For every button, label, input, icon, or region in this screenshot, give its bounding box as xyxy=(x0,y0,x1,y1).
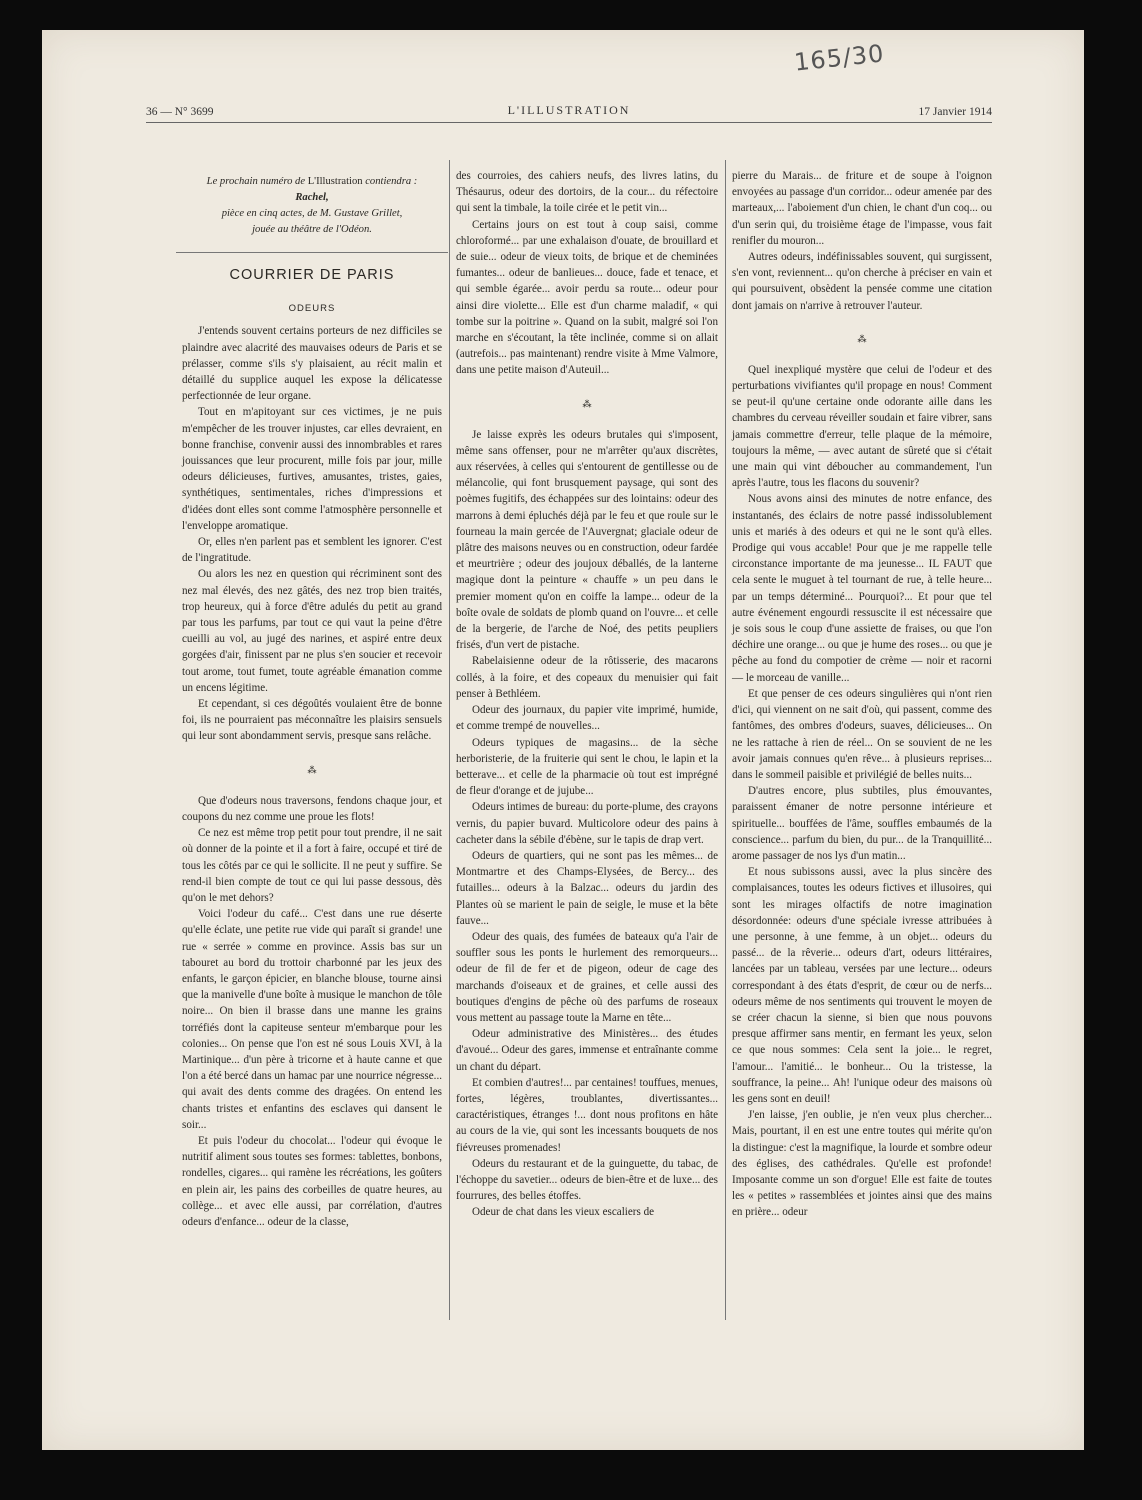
announcement-line1: Le prochain numéro de xyxy=(206,176,306,187)
announcement-rule xyxy=(176,252,448,253)
paragraph: Odeurs intimes de bureau: du porte-plume, des crayons vernis, du papier buvard. Multicolore odeur des pains à cacheter dans la sébile d'ébène, sur le tapis de drap vert. xyxy=(456,801,718,846)
paragraph: Je laisse exprès les odeurs brutales qui s'imposent, même sans offenser, pour ne m'arrêter qu'aux discrètes, aux réservées, à celles qui s'entourent de gentillesse ou de mélancolie, qui font brusquement paysage, qui sont des poèmes fugitifs, des échappées sur des lointains: odeur des marrons à demi épluchés déjà par le feu et que roule sur le fourneau la main gercée de l'Auvergnat; glaciale odeur de plâtre des maisons neuves ou en construction, odeur fardée et meurtrière ; odeur des joujoux déballés, de la lanterne magique dont la peinture « chauffe » un peu dans le premier moment qu'on en coiffe la lampe... odeur de la boîte ovale de soldats de plomb quand on l'ouvre... et celle de la bergerie, de l'arche de Noé, des petits peupliers frisés, d'un vert de pistache. xyxy=(456,428,718,652)
paragraph: Voici l'odeur du café... C'est dans une rue déserte qu'elle éclate, une petite rue vide qui paraît si grande! une rue « serrée » comme en province. Assis bas sur un tabouret au bord du trottoir charbonné par les jeux des enfants, le garçon épicier, en blanche blouse, tourne ainsi que la manivelle d'une boîte à musique le manchon de tôle noire... On bien il brasse dans une manne les grains torréfiés dont la capiteuse senteur m'embarque pour les colonies... On pense que l'on est né sous Louis XVI, à la Martinique... d'un père à tricorne et à haute canne et que l'on a été bercé dans un hamac par une nourrice négresse... qui avait des dents comme des dragées. On entend les chants tristes et enfantins des esclaves qui dansent le soir... xyxy=(182,908,442,1131)
paragraph: Autres odeurs, indéfinissables souvent, qui surgissent, s'en vont, reviennent... qu'on cherche à préciser en vain et qui poursuivent, obsèdent la pensée comme une citation dont jamais on n'arrive à retrouver l'auteur. xyxy=(732,251,992,312)
paragraph: Tout en m'apitoyant sur ces victimes, je ne puis m'empêcher de les trouver injustes, car elles devraient, en bonne franchise, convenir aussi des innombrables et rares jouissances que leur procurent, mille fois par jour, mille odeurs délicieuses, furtives, amusantes, tristes, gaies, synthétiques, sentimentales, riches d'impressions et d'idées dont elles sont comme l'atmosphère personnelle et l'enveloppe aromatique. xyxy=(182,406,442,532)
section-separator: ⁂ xyxy=(582,398,592,409)
section-separator: ⁂ xyxy=(307,764,317,775)
paragraph: Ce nez est même trop petit pour tout prendre, il ne sait où donner de la pointe et il a fort à faire, occupé et tiré de tous les côtés par ce qui le sollicite. Il ne peut y suffire. Se rend-il bien compte de tout ce qui lui passe dessous, dès qu'on le met dehors? xyxy=(182,827,442,904)
masthead: L'ILLUSTRATION xyxy=(507,103,631,117)
announcement-title: Rachel, xyxy=(295,192,329,203)
section-separator: ⁂ xyxy=(857,333,867,344)
paragraph: pierre du Marais... de friture et de soupe à l'oignon envoyées au passage d'un corridor... odeur amenée par des marteaux,... l'aboiement d'un chien, le chant d'un coq... ou d'un serin qui, du troisième étage de l'impasse, vous fait renifler du mouron... xyxy=(732,170,992,247)
paragraph: Ou alors les nez en question qui récriminent sont des nez mal élevés, des nez gâtés, des nez trop bien traités, trop heureux, qui à force d'être adulés du petit au grand par tous les parfums, par tout ce qui vaut la peine d'être cueilli au vol, au jugé des narines, et aspiré entre deux gorgées d'air, finissent par ne plus s'en soucier et recevoir tout arome, tout fumet, toute agréable émanation comme un encens légitime. xyxy=(182,568,442,694)
paragraph: Quel inexpliqué mystère que celui de l'odeur et des perturbations vivifiantes qu'il propage en nous! Comment se peut-il qu'une certaine onde odorante aille dans les chambres du cerveau réveiller soudain et faire vibrer, sans jamais commettre d'erreur, telle plaque de la mémoire, toujours la même, — avec autant de sûreté que si c'était une main qui vint déboucher au commandement, l'un après l'autre, tous les flacons du souvenir? xyxy=(732,363,992,490)
paragraph: Et cependant, si ces dégoûtés voulaient être de bonne foi, ils ne pourraient pas méconnaître les plaisirs sensuels qui leur sont abondamment servis, presque sans relâche. xyxy=(182,698,442,743)
paragraph: Odeur des journaux, du papier vite imprimé, humide, et comme trempé de nouvelles... xyxy=(456,704,718,733)
paragraph: des courroies, des cahiers neufs, des livres latins, du Thésaurus, odeur des dortoirs, de la cour... du réfectoire qui sent la timbale, la toile cirée et le petit vin... xyxy=(456,170,718,215)
issue-date: 17 Janvier 1914 xyxy=(918,106,992,118)
column-rule-2 xyxy=(725,160,726,1320)
announcement-line1-end: contiendra : xyxy=(365,176,418,187)
page-header xyxy=(146,103,992,123)
column-2 xyxy=(456,168,718,1221)
column-rule-1 xyxy=(449,160,450,1320)
paragraph: Certains jours on est tout à coup saisi, comme chloroformé... par une exhalaison d'ouate, de brouillard et de suie... odeur de vieux toits, de brique et de cheminées fumantes... odeur de banlieues... douce, fade et tenace, et qui semble égarée... avoir perdu sa route... odeur pour ainsi dire violette... Elle est d'un charme maladif, « qui tombe sur la poitrine ». Quand on la subit, malgré soi l'on marche en s'écoutant, la tête inclinée, comme si on allait (autrefois... pas maintenant) rendre visite à Mme Valmore, dans une petite maison d'Auteuil... xyxy=(456,218,718,377)
paragraph: J'entends souvent certains porteurs de nez difficiles se plaindre avec alacrité des mauvaises odeurs de Paris et se prélasser, comme s'ils s'y plaisaient, au récit malin et détaillé du supplice auquel les expose la délicatesse perfectionnée de leur organe. xyxy=(182,325,442,403)
column-3 xyxy=(732,168,992,1221)
announcement-box xyxy=(182,168,442,246)
handwritten-note: 165/30 xyxy=(792,39,886,77)
page-number: 36 — N° 3699 xyxy=(146,106,214,118)
paragraph: Or, elles n'en parlent pas et semblent les ignorer. C'est de l'ingratitude. xyxy=(182,536,442,565)
column-1 xyxy=(182,168,442,1230)
paragraph: Et combien d'autres!... par centaines! touffues, menues, fortes, légères, troublantes, divertissantes... caractéristiques, étranges !... dont nous profitons en hâte au cours de la vie, qui sont les incessants bouquets de nos fiévreuses promenades! xyxy=(456,1076,718,1154)
announcement-line2: pièce en cinq actes, de M. Gustave Grillet, xyxy=(221,208,403,219)
paragraph: Odeur de chat dans les vieux escaliers de xyxy=(472,1206,655,1219)
article-subtitle: ODEURS xyxy=(288,303,336,315)
paragraph: Et puis l'odeur du chocolat... l'odeur qui évoque le nutritif aliment sous toutes ses formes: tablettes, bonbons, rondelles, cigares... qui ramène les récréations, les goûters en plein air, les pains des corbeilles de quatre heures, au collège... et avec elle aussi, par corrélation, d'autres odeurs d'enfance... odeur de la classe, xyxy=(182,1134,442,1228)
announcement-line3: jouée au théâtre de l'Odéon. xyxy=(252,224,372,235)
paragraph: D'autres encore, plus subtiles, plus émouvantes, paraissent émaner de notre personne intérieure et spirituelle... bouffées de l'âme, souffles embaumés de la conscience... parfum du bien, du pur... de la Tranquillité... arome passager de nos lys d'un matin... xyxy=(732,785,992,862)
paragraph: Odeurs de quartiers, qui ne sont pas les mêmes... de Montmartre et des Champs-Elysées, de Bercy... des futailles... odeurs à la Balzac... odeurs du jardin des Plantes où se marient le pain de seigle, le muse et la bête fauve... xyxy=(456,849,718,927)
paragraph: Rabelaisienne odeur de la rôtisserie, des macarons collés, à la foire, et des copeaux du menuisier qui fait penser à Bethléem. xyxy=(456,655,718,700)
paragraph: Nous avons ainsi des minutes de notre enfance, des instantanés, des éclairs de notre passé indissolublement unis et mariés à des odeurs et qui ne le sont qu'à elles. Prodige qui vous accable! Pour que je me rappelle telle circonstance importante de ma jeunesse... IL FAUT que cela sente le muguet à tel tournant de rue, à telle heure... par un temps déterminé... Pourquoi?... Et pour que tel autre événement engourdi ressuscite il est nécessaire que je sois sous le coup d'une assiette de fraises, ou que l'on déchire une orange... ou que je hume des roses... ou que je pêche au fond du compotier de crème — noir et racorni — le morceau de vanille... xyxy=(732,493,992,684)
announcement-magazine: L'Illustration xyxy=(307,176,363,187)
paragraph: Odeurs typiques de magasins... de la sèche herboristerie, de la fruiterie qui sent le chou, le lapin et la betterave... et celle de la pharmacie où tout est imprégné de fleur d'orange et de jujube... xyxy=(456,736,718,798)
paragraph: Odeur des quais, des fumées de bateaux qu'a l'air de souffler sous les ponts le hurlement des remorqueurs... odeur de fil de fer et de pigeon, odeur de cage des marchands d'oiseaux et de graines, et celle aussi des boutiques d'engins de pêche où des parfums de roseaux vous mettent au passage toute la Marne en tête... xyxy=(456,930,718,1024)
article-title: COURRIER DE PARIS xyxy=(229,267,395,283)
paragraph: J'en laisse, j'en oublie, je n'en veux plus chercher... Mais, pourtant, il en est une entre toutes qui mérite qu'on la distingue: c'est la magnifique, la lourde et sombre odeur des églises, des cathédrales. Qu'elle est profonde! Imposante comme un son d'orgue! Elle est faite de toutes les « petites » rassemblées et jointes ainsi que des mains en prière... odeur xyxy=(732,1109,992,1219)
header-rule xyxy=(146,122,992,123)
paragraph: Odeurs du restaurant et de la guinguette, du tabac, de l'échoppe du savetier... odeurs de bien-être et de luxe... des fourrures, des belles étoffes. xyxy=(456,1157,718,1203)
paragraph: Que d'odeurs nous traversons, fendons chaque jour, et coupons du nez comme une proue les flots! xyxy=(182,794,442,823)
paragraph: Odeur administrative des Ministères... des études d'avoué... Odeur des gares, immense et entraînante comme un chant du départ. xyxy=(456,1028,718,1073)
paragraph: Et nous subissons aussi, avec la plus sincère des complaisances, toutes les odeurs fictives et illusoires, qui sont les mirages olfactifs de notre imagination désordonnée: odeurs d'une spéciale ivresse attribuées à une personne, à une femme, à un objet... odeurs du passé... de la rêverie... odeurs d'art, odeurs littéraires, lancées par un tableau, versées par une lecture... odeurs correspondant à des états d'esprit, de cœur ou de nerfs... odeurs même de nos sentiments qui trouvent le moyen de se créer chacun la sienne, si bien que nous pouvons presque affirmer sans mentir, en fermant les yeux, selon ce que nous sommes: Cela sent la joie... le regret, l'amour... l'amitié... le bonheur... Ou la tristesse, la souffrance, la peine... Ah! l'unique odeur des maisons où les gens sont en deuil! xyxy=(732,866,992,1105)
paragraph: Et que penser de ces odeurs singulières qui n'ont rien d'ici, qui viennent on ne sait d'où, qui passent, comme des fantômes, des ombres d'odeurs, suaves, délicieuses... On ne les rattache à rien de réel... On se souvient de ne les avoir jamais connues qu'en rêve... à plusieurs reprises... dans le sommeil paisible et privilégié de belles nuits... xyxy=(732,687,992,781)
